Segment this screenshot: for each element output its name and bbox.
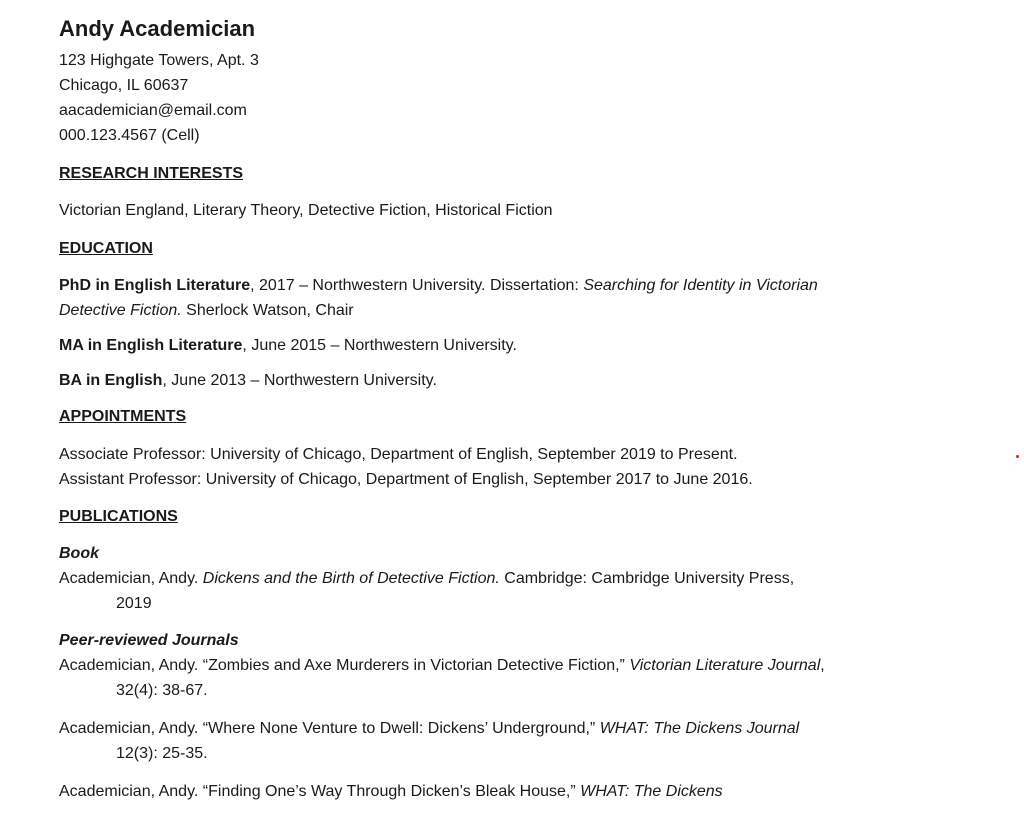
j3-author: Academician, Andy. “Finding One’s Way Through Dicken’s Bleak House,”: [59, 783, 581, 800]
journals-label: Peer-reviewed Journals: [59, 632, 239, 649]
phone: 000.123.4567 (Cell): [59, 127, 200, 144]
education-ma: [59, 333, 819, 358]
phd-chair: Sherlock Watson, Chair: [181, 302, 354, 319]
email: aacademician@email.com: [59, 102, 247, 119]
address-line-1: 123 Highgate Towers, Apt. 3: [59, 52, 259, 69]
ba-degree: BA in English: [59, 372, 163, 389]
phd-rest: , 2017 – Northwestern University. Dissertation:: [250, 277, 584, 294]
book-rest: Cambridge: Cambridge University Press, 2019: [116, 570, 795, 612]
j2-journal: WHAT: The Dickens Journal: [599, 720, 800, 737]
appointment-2: Assistant Professor: University of Chicago, Department of English, September 2017 to June 2016.: [59, 471, 753, 488]
appointment-1: Associate Professor: University of Chicago, Department of English, September 2019 to Present.: [59, 446, 738, 463]
ba-rest: , June 2013 – Northwestern University.: [162, 372, 437, 389]
journal-entry-1: [59, 653, 836, 703]
j1-rest: , 32(4): 38-67.: [116, 657, 825, 699]
contact-block: [59, 48, 819, 148]
red-dot-mark: [1016, 455, 1019, 458]
book-author: Academician, Andy.: [59, 570, 203, 587]
book-label: Book: [59, 545, 99, 562]
book-entry: [59, 566, 819, 616]
j2-rest: 12(3): 25-35.: [116, 745, 208, 762]
education-heading: EDUCATION: [59, 240, 153, 257]
research-heading: RESEARCH INTERESTS: [59, 165, 244, 182]
journal-entry-2: [59, 716, 816, 766]
education-phd: [59, 273, 819, 323]
phd-title: Searching for Identity in Victorian Detective Fiction.: [59, 277, 818, 319]
education-ba: [59, 368, 819, 393]
j3-journal: WHAT: The Dickens: [580, 783, 723, 800]
j1-journal: Victorian Literature Journal: [629, 657, 821, 674]
j1-author: Academician, Andy. “Zombies and Axe Murderers in Victorian Detective Fiction,”: [59, 657, 630, 674]
appointments-heading: APPOINTMENTS: [59, 408, 187, 425]
research-text: Victorian England, Literary Theory, Detective Fiction, Historical Fiction: [59, 202, 553, 219]
cv-document: [59, 14, 825, 804]
cv-name: Andy Academician: [59, 16, 256, 41]
book-title: Dickens and the Birth of Detective Fiction.: [202, 570, 500, 587]
j2-author: Academician, Andy. “Where None Venture to Dwell: Dickens’ Underground,”: [59, 720, 600, 737]
address-line-2: Chicago, IL 60637: [59, 77, 189, 94]
ma-rest: , June 2015 – Northwestern University.: [242, 337, 517, 354]
ma-degree: MA in English Literature: [59, 337, 243, 354]
journal-entry-3: [59, 779, 819, 804]
publications-heading: PUBLICATIONS: [59, 508, 178, 525]
phd-degree: PhD in English Literature: [59, 277, 251, 294]
